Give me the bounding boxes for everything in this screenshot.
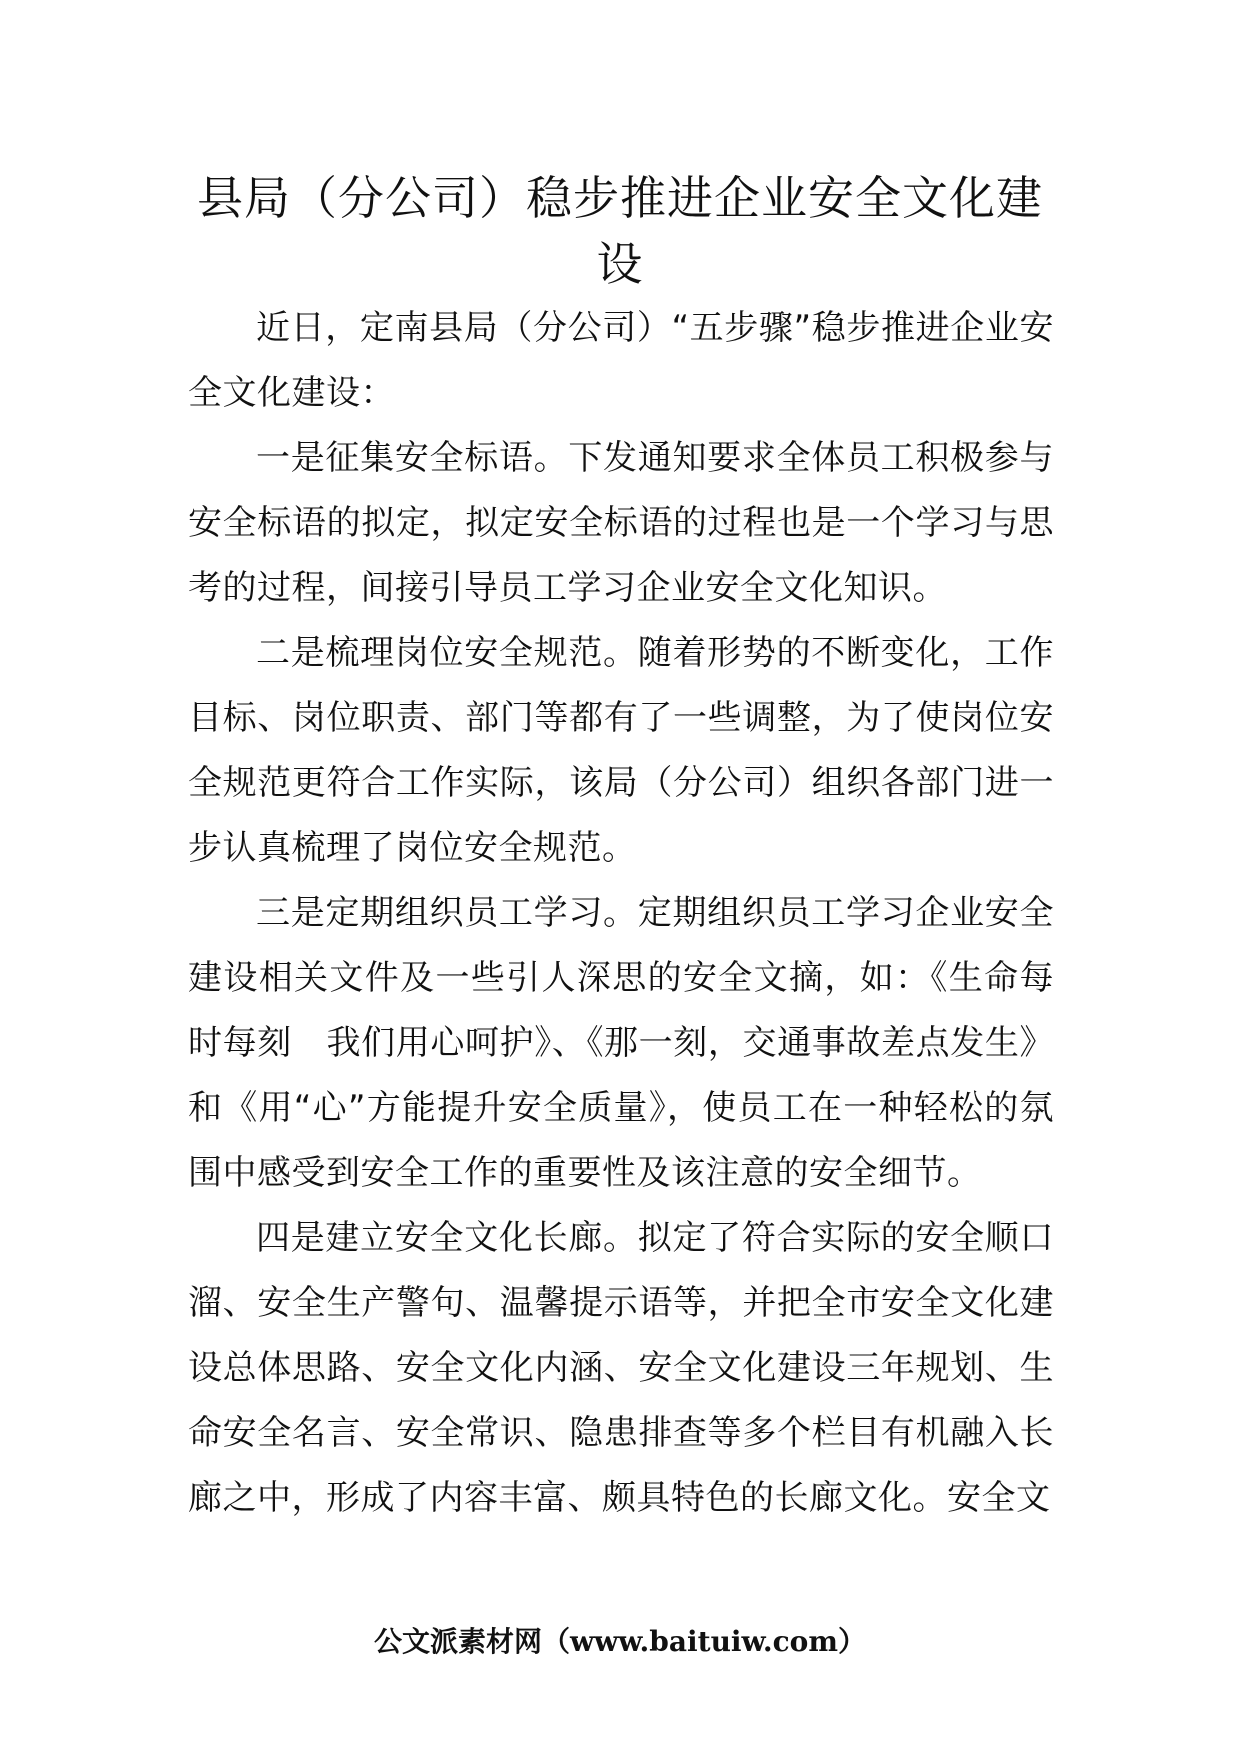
document-body [188,296,1054,1531]
step-three-paragraph: 三是定期组织员工学习。定期组织员工学习企业安全建设相关文件及一些引人深思的安全文摘，如：《生命每时每刻 我们用心呵护》、《那一刻，交通事故差点发生》和《用“心”方能提升安全质量》，使员工在一种轻松的氛围中感受到安全工作的重要性及该注意的安全细节。 [188,893,1054,1193]
document-title: 县局（分公司）稳步推进企业安全文化建设 [197,171,1043,291]
step-one-paragraph: 一是征集安全标语。下发通知要求全体员工积极参与安全标语的拟定，拟定安全标语的过程也是一个学习与思考的过程，间接引导员工学习企业安全文化知识。 [188,438,1054,608]
step-two-paragraph: 二是梳理岗位安全规范。随着形势的不断变化，工作目标、岗位职责、部门等都有了一些调整，为了使岗位安全规范更符合工作实际，该局（分公司）组织各部门进一步认真梳理了岗位安全规范。 [188,633,1054,868]
footer-watermark: 公文派素材网（www.baituiw.com） [374,1625,866,1658]
intro-paragraph: 近日，定南县局（分公司）“五步骤”稳步推进企业安全文化建设： [188,308,1054,413]
step-four-paragraph: 四是建立安全文化长廊。拟定了符合实际的安全顺口溜、安全生产警句、温馨提示语等，并把全市安全文化建设总体思路、安全文化内涵、安全文化建设三年规划、生命安全名言、安全常识、隐患排查等多个栏目有机融入长廊之中，形成了内容丰富、颇具特色的长廊文化。安全文 [188,1218,1054,1518]
